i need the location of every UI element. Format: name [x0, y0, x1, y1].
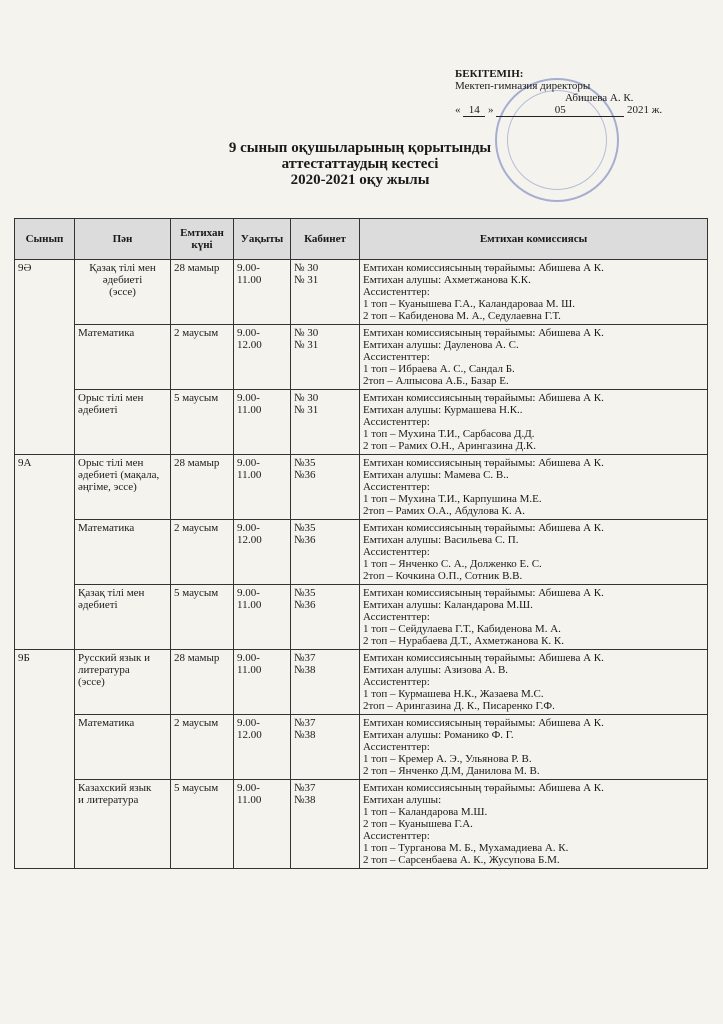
commission-line: Ассистенттер:	[363, 481, 430, 493]
header-date: Емтихан күні	[171, 219, 234, 260]
commission-cell	[360, 455, 708, 520]
commission-cell	[360, 325, 708, 390]
commission-line: Емтихан комиссиясының төрайымы: Абишева А К.	[363, 652, 604, 664]
exam-schedule-table	[14, 218, 708, 869]
commission-line: Емтихан комиссиясының төрайымы: Абишева А К.	[363, 457, 604, 469]
commission-line: Емтихан комиссиясының төрайымы: Абишева А К.	[363, 587, 604, 599]
room-cell: №35 №36	[291, 585, 360, 650]
commission-line: 2топ – Рамих О.А., Абдулова К. А.	[363, 505, 526, 517]
table-row	[15, 715, 708, 780]
subject-cell: Русский язык и литература (эссе)	[75, 650, 171, 715]
heading-line-1: 9 сынып оқушыларының қорытынды	[228, 140, 492, 156]
time-cell: 9.00- 11.00	[234, 780, 291, 869]
room-cell: №35 №36	[291, 455, 360, 520]
commission-line: 1 топ – Каландарова М.Ш.	[363, 806, 488, 818]
commission-line: Емтихан комиссиясының төрайымы: Абишева А К.	[363, 327, 604, 339]
commission-cell	[360, 390, 708, 455]
commission-line: 1 топ – Куанышева Г.А., Каландароваа М. Ш.	[363, 298, 576, 310]
subject-cell: Қазақ тілі мен әдебиеті	[75, 585, 171, 650]
commission-line: Емтихан комиссиясының төрайымы: Абишева А К.	[363, 522, 604, 534]
commission-line: 2топ – Кочкина О.П., Сотник В.В.	[363, 570, 523, 582]
commission-cell	[360, 260, 708, 325]
heading-line-3: 2020-2021 оқу жылы	[290, 172, 430, 188]
time-cell: 9.00- 12.00	[234, 520, 291, 585]
approval-block	[455, 68, 665, 117]
commission-line: Емтихан алушы: Каландарова М.Ш.	[363, 599, 533, 611]
commission-line: 1 топ – Турганова М. Б., Мухамадиева А. К.	[363, 842, 569, 854]
class-cell: 9А	[15, 455, 75, 650]
header-class: Сынып	[15, 219, 75, 260]
commission-line: 2 топ – Сарсенбаева А. К., Жусупова Б.М.	[363, 854, 560, 866]
header-subject: Пән	[75, 219, 171, 260]
approval-position: Мектеп-гимназия директоры	[455, 80, 591, 92]
commission-line: Емтихан алушы: Мамева С. В..	[363, 469, 509, 481]
approval-name: Абишева А. К.	[565, 92, 634, 104]
date-cell: 2 маусым	[171, 715, 234, 780]
commission-cell	[360, 585, 708, 650]
commission-line: Емтихан алушы: Азизова А. В.	[363, 664, 509, 676]
room-cell: № 30 № 31	[291, 325, 360, 390]
commission-line: Ассистенттер:	[363, 741, 430, 753]
date-cell: 2 маусым	[171, 325, 234, 390]
table-row	[15, 585, 708, 650]
subject-cell: Казахский язык и литература	[75, 780, 171, 869]
date-cell: 5 маусым	[171, 390, 234, 455]
time-cell: 9.00- 11.00	[234, 260, 291, 325]
time-cell: 9.00- 12.00	[234, 715, 291, 780]
commission-line: Ассистенттер:	[363, 416, 430, 428]
room-cell: №37 №38	[291, 715, 360, 780]
room-cell: № 30 № 31	[291, 260, 360, 325]
commission-line: 1 топ – Мухина Т.И., Сарбасова Д.Д.	[363, 428, 535, 440]
subject-cell: Қазақ тілі мен әдебиеті (эссе)	[75, 260, 171, 325]
commission-cell	[360, 520, 708, 585]
commission-line: Емтихан комиссиясының төрайымы: Абишева А К.	[363, 392, 604, 404]
commission-line: Емтихан алушы: Курмашева Н.К..	[363, 404, 523, 416]
date-cell: 5 маусым	[171, 780, 234, 869]
time-cell: 9.00- 11.00	[234, 455, 291, 520]
date-cell: 28 мамыр	[171, 455, 234, 520]
commission-line: 2 топ – Куанышева Г.А.	[363, 818, 473, 830]
room-cell: №35 №36	[291, 520, 360, 585]
subject-cell: Математика	[75, 715, 171, 780]
header-commission: Емтихан комиссиясы	[360, 219, 708, 260]
commission-line: 1 топ – Кремер А. Э., Ульянова Р. В.	[363, 753, 532, 765]
commission-line: Ассистенттер:	[363, 546, 430, 558]
date-cell: 28 мамыр	[171, 650, 234, 715]
commission-line: 2топ – Алпысова А.Б., Базар Е.	[363, 375, 509, 387]
commission-cell	[360, 715, 708, 780]
subject-cell: Математика	[75, 520, 171, 585]
class-cell: 9Б	[15, 650, 75, 869]
room-cell: № 30 № 31	[291, 390, 360, 455]
commission-line: 2 топ – Рамих О.Н., Арингазина Д.К.	[363, 440, 536, 452]
commission-line: 1 топ – Сейдулаева Г.Т., Кабиденова М. А.	[363, 623, 561, 635]
commission-line: 2 топ – Нурабаева Д.Т., Ахметжанова К. К.	[363, 635, 564, 647]
room-cell: №37 №38	[291, 780, 360, 869]
time-cell: 9.00- 12.00	[234, 325, 291, 390]
commission-line: Емтихан алушы: Романико Ф. Г.	[363, 729, 514, 741]
heading-line-2: аттестаттаудың кестесі	[281, 156, 439, 172]
table-row	[15, 780, 708, 869]
class-cell: 9Ә	[15, 260, 75, 455]
commission-line: 1 топ – Янченко С. А., Долженко Е. С.	[363, 558, 542, 570]
commission-line: Ассистенттер:	[363, 351, 430, 363]
commission-line: 2 топ – Кабиденова М. А., Седулаевна Г.Т.	[363, 310, 561, 322]
subject-cell: Математика	[75, 325, 171, 390]
commission-line: Ассистенттер:	[363, 830, 430, 842]
approval-title: БЕКІТЕМІН:	[455, 68, 524, 80]
commission-line: Емтихан алушы: Васильева С. П.	[363, 534, 519, 546]
approval-year: 2021 ж.	[627, 104, 663, 116]
commission-line: Ассистенттер:	[363, 611, 430, 623]
time-cell: 9.00- 11.00	[234, 585, 291, 650]
date-cell: 28 мамыр	[171, 260, 234, 325]
commission-line: 1 топ – Ибраева А. С., Сандал Б.	[363, 363, 515, 375]
table-row	[15, 520, 708, 585]
header-time: Уақыты	[234, 219, 291, 260]
room-cell: №37 №38	[291, 650, 360, 715]
commission-line: Емтихан комиссиясының төрайымы: Абишева А К.	[363, 717, 604, 729]
table-row	[15, 390, 708, 455]
header-room: Кабинет	[291, 219, 360, 260]
approval-day: 14	[463, 104, 485, 117]
table-row	[15, 260, 708, 325]
document-heading	[160, 140, 560, 188]
table-row	[15, 325, 708, 390]
table-row	[15, 650, 708, 715]
commission-line: Емтихан алушы: Дауленова А. С.	[363, 339, 519, 351]
commission-line: 2топ – Арингазина Д. К., Писаренко Г.Ф.	[363, 700, 555, 712]
commission-line: Ассистенттер:	[363, 676, 430, 688]
commission-line: 1 топ – Курмашева Н.К., Жазаева М.С.	[363, 688, 544, 700]
commission-cell	[360, 650, 708, 715]
date-cell: 2 маусым	[171, 520, 234, 585]
approval-date: « 14 » 05 2021 ж.	[455, 104, 663, 116]
commission-line: Емтихан комиссиясының төрайымы: Абишева А К.	[363, 262, 604, 274]
commission-line: Емтихан алушы:	[363, 794, 442, 806]
subject-cell: Орыс тілі мен әдебиеті (мақала, әңгіме, эссе)	[75, 455, 171, 520]
commission-line: Емтихан алушы: Ахметжанова К.К.	[363, 274, 531, 286]
subject-cell: Орыс тілі мен әдебиеті	[75, 390, 171, 455]
commission-line: Ассистенттер:	[363, 286, 430, 298]
commission-line: 2 топ – Янченко Д.М, Данилова М. В.	[363, 765, 540, 777]
table-row	[15, 455, 708, 520]
time-cell: 9.00- 11.00	[234, 650, 291, 715]
commission-cell	[360, 780, 708, 869]
date-cell: 5 маусым	[171, 585, 234, 650]
commission-line: Емтихан комиссиясының төрайымы: Абишева А К.	[363, 782, 604, 794]
approval-month: 05	[496, 104, 624, 117]
commission-line: 1 топ – Мухина Т.И., Карпушина М.Е.	[363, 493, 542, 505]
time-cell: 9.00- 11.00	[234, 390, 291, 455]
table-header-row	[15, 219, 708, 260]
